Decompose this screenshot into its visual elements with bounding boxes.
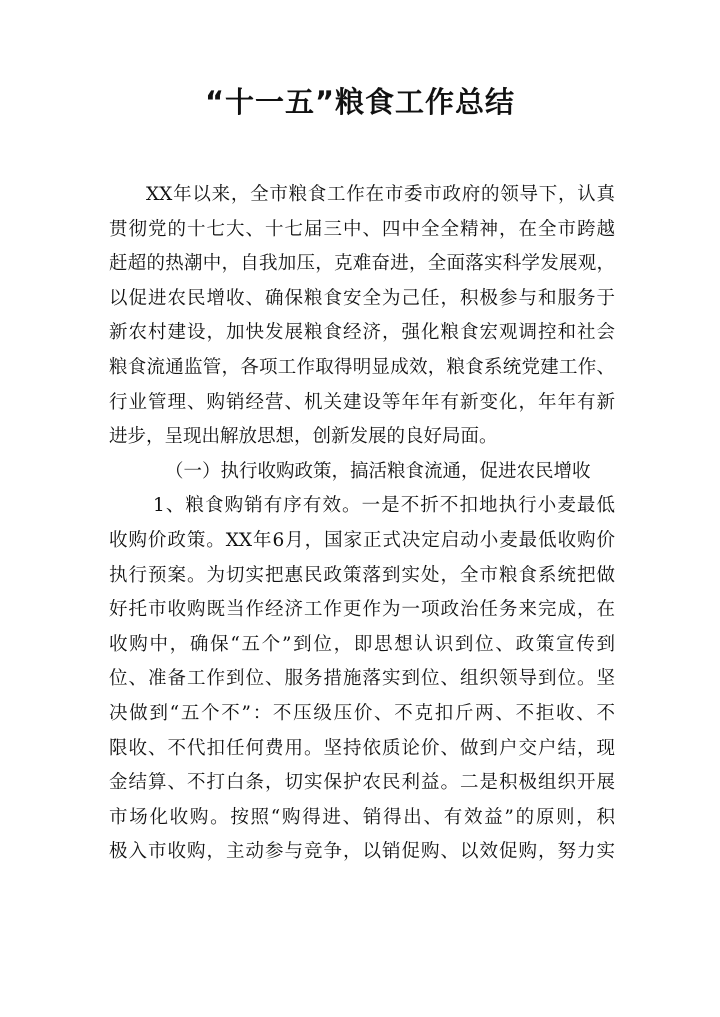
paragraph-line: 位、准备工作到位、服务措施落实到位、组织领导到位。坚 — [109, 668, 615, 690]
paragraph-line: 好托市收购既当作经济工作更作为一项政治任务来完成，在 — [109, 599, 615, 621]
document-title: “十一五”粮食工作总结 — [204, 85, 516, 119]
paragraph-line: 限收、不代扣任何费用。坚持依质论价、做到户交户结，现 — [109, 737, 615, 759]
paragraph-line: 收购中，确保“五个”到位，即思想认识到位、政策宣传到 — [109, 633, 615, 655]
document-body — [109, 178, 615, 870]
paragraph-line: 执行预案。为切实把惠民政策落到实处，全市粮食系统把做 — [109, 564, 615, 586]
paragraph-line: 决做到“五个不”：不压级压价、不克扣斤两、不拒收、不 — [109, 702, 615, 724]
paragraph-line: 新农村建设，加快发展粮食经济，强化粮食宏观调控和社会 — [109, 322, 615, 344]
paragraph-line: 贯彻党的十七大、十七届三中、四中全全精神，在全市跨越 — [109, 218, 615, 240]
paragraph-line: 收购价政策。XX年6月，国家正式决定启动小麦最低收购价 — [109, 529, 615, 551]
paragraph-line: 赶超的热潮中，自我加压，克难奋进，全面落实科学发展观， — [109, 253, 615, 275]
paragraph-line: 进步，呈现出解放思想，创新发展的良好局面。 — [109, 426, 498, 448]
paragraph-line: 金结算、不打白条，切实保护农民利益。二是积极组织开展 — [109, 772, 615, 794]
paragraph-line: 行业管理、购销经营、机关建设等年年有新变化，年年有新 — [109, 391, 615, 413]
paragraph-line: 1、粮食购销有序有效。一是不折不扣地执行小麦最低 — [153, 495, 615, 517]
paragraph-line: 市场化收购。按照“购得进、销得出、有效益”的原则，积 — [109, 806, 615, 828]
paragraph-line: 以促进农民增收、确保粮食安全为己任，积极参与和服务于 — [109, 287, 615, 309]
paragraph-line: 极入市收购，主动参与竞争，以销促购、以效促购，努力实 — [109, 841, 615, 863]
section-heading: （一）执行收购政策，搞活粮食流通，促进农民增收 — [165, 460, 591, 482]
paragraph-line: 粮食流通监管，各项工作取得明显成效，粮食系统党建工作、 — [109, 356, 615, 378]
paragraph-line: XX年以来，全市粮食工作在市委市政府的领导下，认真 — [146, 184, 615, 205]
